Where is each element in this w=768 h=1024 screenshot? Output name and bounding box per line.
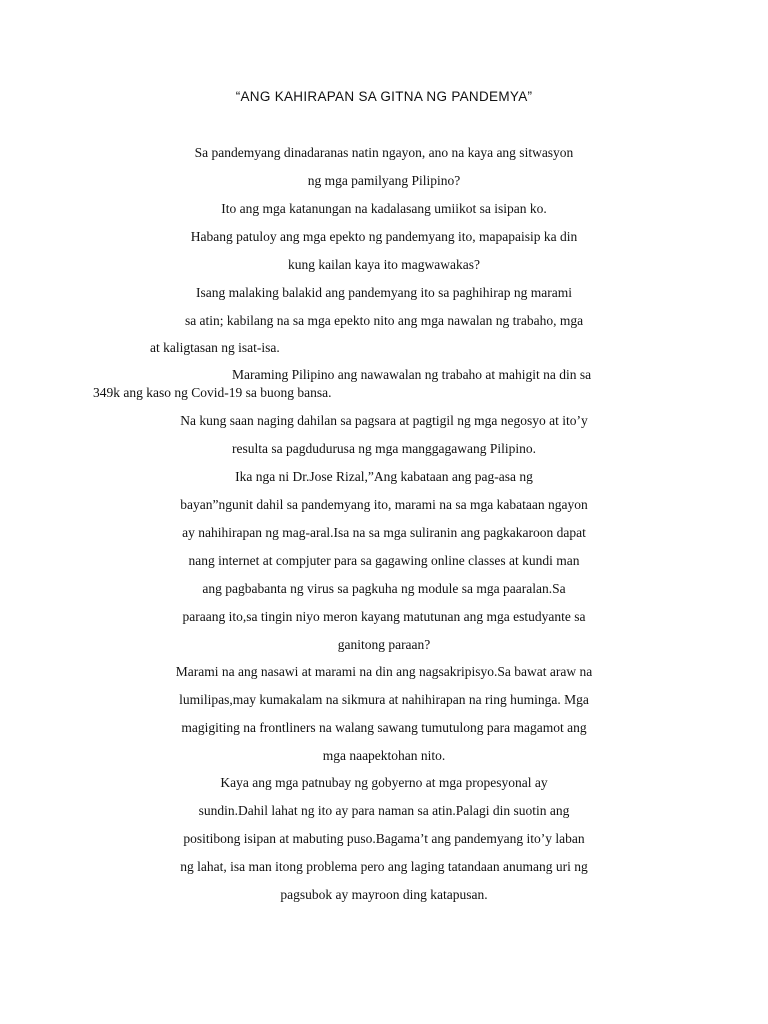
text-line: Isang malaking balakid ang pandemyang ito sa paghihirap ng marami bbox=[195, 285, 573, 300]
text-line: nang internet at compjuter para sa gagawing online classes at kundi man bbox=[188, 553, 580, 568]
text-line: 349k ang kaso ng Covid-19 sa buong bansa. bbox=[93, 385, 332, 400]
text-line: Habang patuloy ang mga epekto ng pandemyang ito, mapapaisip ka din bbox=[190, 229, 578, 244]
text-line: positibong isipan at mabuting puso.Bagama’t ang pandemyang ito’y laban bbox=[183, 831, 585, 846]
text-line: Na kung saan naging dahilan sa pagsara at pagtigil ng mga negosyo at ito’y bbox=[180, 413, 588, 428]
text-line: Maraming Pilipino ang nawawalan ng trabaho at mahigit na din sa bbox=[232, 367, 592, 382]
text-line: paraang ito,sa tingin niyo meron kayang matutunan ang mga estudyante sa bbox=[182, 609, 586, 624]
text-line: Ito ang mga katanungan na kadalasang umiikot sa isipan ko. bbox=[221, 201, 547, 216]
text-line: bayan”ngunit dahil sa pandemyang ito, marami na sa mga kabataan ngayon bbox=[180, 497, 588, 512]
text-line: ganitong paraan? bbox=[337, 637, 431, 652]
text-line: ng lahat, isa man itong problema pero ang laging tatandaan anumang uri ng bbox=[180, 859, 588, 874]
text-line: Kaya ang mga patnubay ng gobyerno at mga propesyonal ay bbox=[220, 775, 548, 790]
text-line: resulta sa pagdudurusa ng mga manggagawang Pilipino. bbox=[231, 441, 537, 456]
document-title: “ANG KAHIRAPAN SA GITNA NG PANDEMYA” bbox=[235, 89, 533, 104]
text-line: Ika nga ni Dr.Jose Rizal,”Ang kabataan ang pag-asa ng bbox=[235, 469, 533, 484]
text-line: sundin.Dahil lahat ng ito ay para naman sa atin.Palagi din suotin ang bbox=[198, 803, 570, 818]
text-line: Marami na ang nasawi at marami na din ang nagsakripisyo.Sa bawat araw na bbox=[175, 664, 593, 679]
text-line: kung kailan kaya ito magwawakas? bbox=[288, 257, 480, 272]
text-line: pagsubok ay mayroon ding katapusan. bbox=[280, 887, 488, 902]
text-line: at kaligtasan ng isat-isa. bbox=[150, 340, 280, 355]
text-line: mga naapektohan nito. bbox=[322, 748, 446, 763]
text-line: ang pagbabanta ng virus sa pagkuha ng module sa mga paaralan.Sa bbox=[202, 581, 566, 596]
text-line: sa atin; kabilang na sa mga epekto nito ang mga nawalan ng trabaho, mga bbox=[184, 313, 584, 328]
text-line: lumilipas,may kumakalam na sikmura at nahihirapan na ring huminga. Mga bbox=[179, 692, 589, 707]
text-line: magigiting na frontliners na walang sawang tumutulong para magamot ang bbox=[181, 720, 587, 735]
text-line: ay nahihirapan ng mag-aral.Isa na sa mga suliranin ang pagkakaroon dapat bbox=[182, 525, 586, 540]
text-line: Sa pandemyang dinadaranas natin ngayon, ano na kaya ang sitwasyon bbox=[194, 145, 574, 160]
text-line: ng mga pamilyang Pilipino? bbox=[307, 173, 461, 188]
